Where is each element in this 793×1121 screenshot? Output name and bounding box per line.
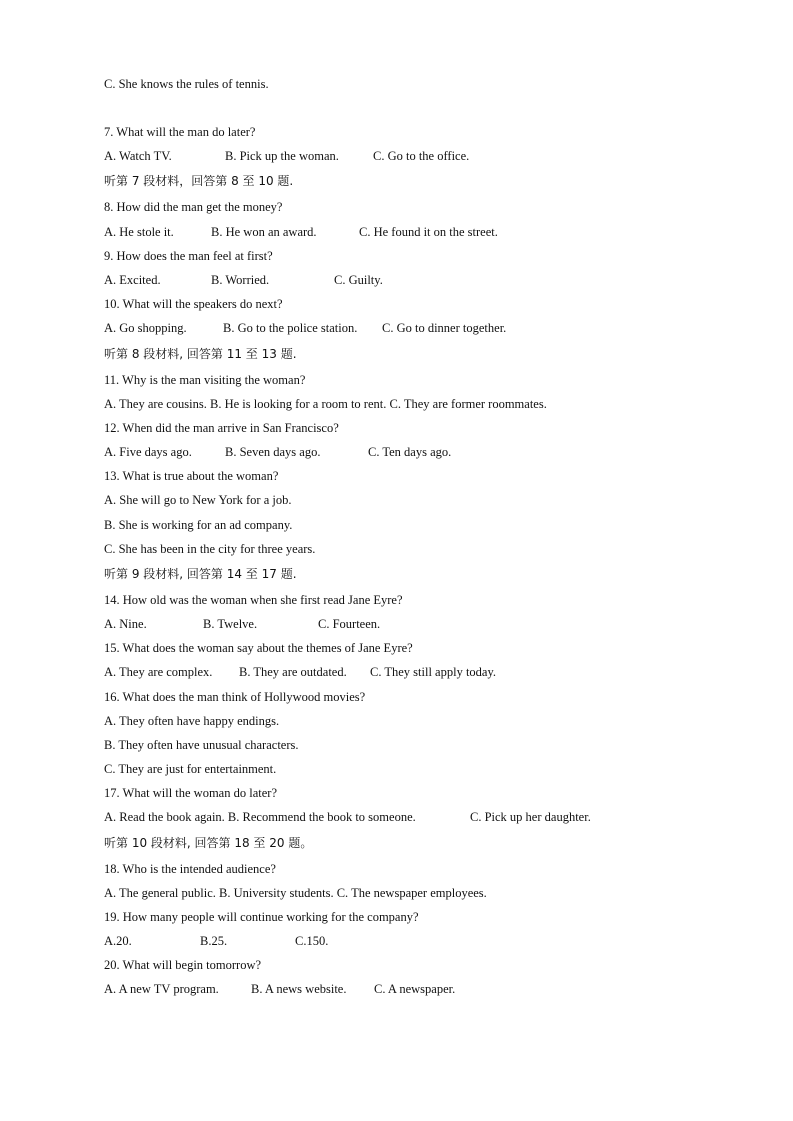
option-a: A. Watch TV. [104,149,172,163]
options-18: A. The general public. B. University students. C. The newspaper employees. [104,886,487,900]
option-a: A.20. [104,934,132,948]
option-a: A. Five days ago. [104,445,192,459]
question-9: 9. How does the man feel at first? [104,249,273,263]
question-8: 8. How did the man get the money? [104,200,283,214]
option-c: C. Go to dinner together. [382,321,507,335]
option-c: C. Ten days ago. [368,445,452,459]
option-b: B. He won an award. [211,225,317,239]
question-12: 12. When did the man arrive in San Francisco? [104,421,339,435]
question-17: 17. What will the woman do later? [104,786,277,800]
option-16b: B. They often have unusual characters. [104,738,299,752]
option-a: A. They are complex. [104,665,213,679]
question-13: 13. What is true about the woman? [104,469,279,483]
option-a: A. A new TV program. [104,982,219,996]
option-c: C.150. [295,934,329,948]
option-16a: A. They often have happy endings. [104,714,280,728]
question-15: 15. What does the woman say about the themes of Jane Eyre? [104,641,413,655]
option-c: C. Fourteen. [318,617,381,631]
option-b: B. Worried. [211,273,270,287]
question-16: 16. What does the man think of Hollywood movies? [104,690,366,704]
section-heading-10: 听第 10 段材料, 回答第 18 至 20 题。 [104,836,313,850]
question-7: 7. What will the man do later? [104,125,256,139]
question-19: 19. How many people will continue working for the company? [104,910,419,924]
option-b: B. Pick up the woman. [225,149,339,163]
option-b: B. Seven days ago. [225,445,321,459]
option-13c: C. She has been in the city for three years. [104,542,316,556]
question-14: 14. How old was the woman when she first read Jane Eyre? [104,593,403,607]
option-b: B. Twelve. [203,617,258,631]
option-c: C. A newspaper. [374,982,456,996]
option-c: C. Pick up her daughter. [470,810,591,824]
option-b: B. They are outdated. [239,665,347,679]
option-a: A. Excited. [104,273,161,287]
section-heading-9: 听第 9 段材料, 回答第 14 至 17 题. [104,567,297,581]
question-11: 11. Why is the man visiting the woman? [104,373,306,387]
question-10: 10. What will the speakers do next? [104,297,283,311]
option-line: C. She knows the rules of tennis. [104,77,269,91]
option-16c: C. They are just for entertainment. [104,762,277,776]
option-c: C. They still apply today. [370,665,497,679]
option-a: A. Go shopping. [104,321,187,335]
option-c: C. Guilty. [334,273,383,287]
section-heading-7: 听第 7 段材料，回答第 8 至 10 题. [104,174,294,188]
option-a: A. He stole it. [104,225,174,239]
option-ab: A. Read the book again. B. Recommend the book to someone. [104,810,416,824]
question-18: 18. Who is the intended audience? [104,862,276,876]
option-a: A. Nine. [104,617,147,631]
option-13a: A. She will go to New York for a job. [104,493,292,507]
option-c: C. He found it on the street. [359,225,498,239]
section-heading-8: 听第 8 段材料, 回答第 11 至 13 题. [104,347,297,361]
question-20: 20. What will begin tomorrow? [104,958,262,972]
option-c: C. Go to the office. [373,149,470,163]
options-11: A. They are cousins. B. He is looking for a room to rent. C. They are former roommates. [104,397,547,411]
option-b: B. A news website. [251,982,347,996]
option-b: B.25. [200,934,228,948]
option-b: B. Go to the police station. [223,321,358,335]
option-13b: B. She is working for an ad company. [104,518,293,532]
